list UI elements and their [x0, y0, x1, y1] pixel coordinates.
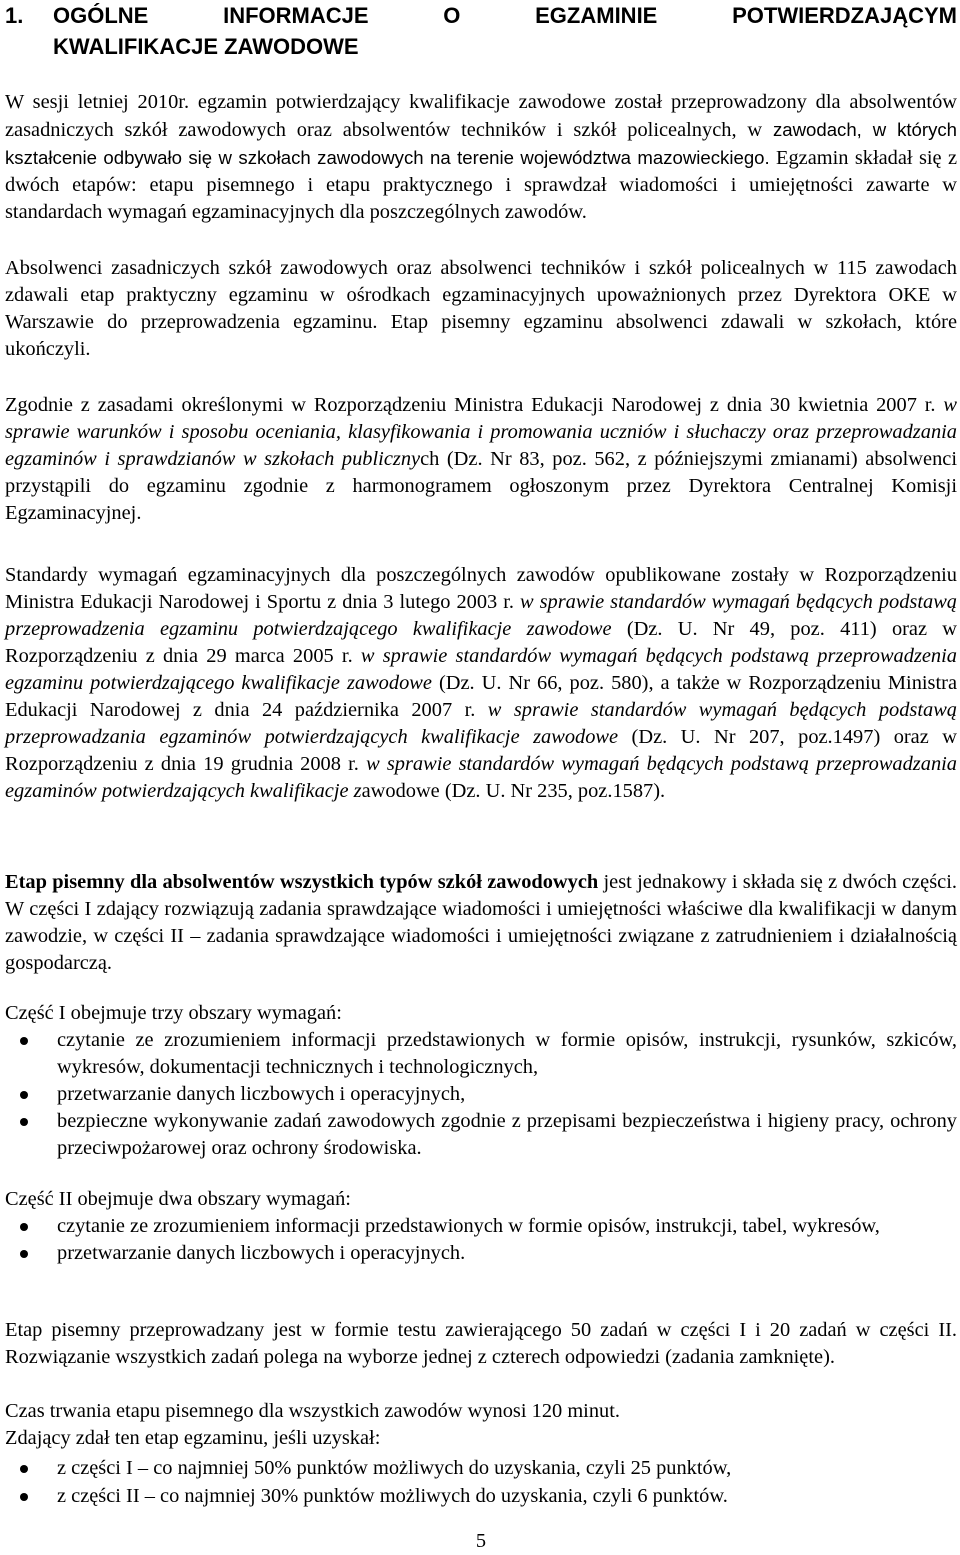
list-item-text: przetwarzanie danych liczbowych i operacyjnych,	[57, 1083, 466, 1105]
heading-number: 1.	[5, 3, 24, 28]
zgodnie-text-a: Zgodnie z zasadami określonymi w Rozporządzeniu Ministra Edukacji Narodowej z dnia 30 kwietnia 2007 r.	[5, 394, 944, 416]
list-item-text: bezpieczne wykonywanie zadań zawodowych zgodnie z przepisami bezpieczeństwa i higieny pracy, ochrony przeciwpożarowej oraz ochrony środowiska.	[57, 1110, 957, 1159]
etap-paragraph	[5, 869, 957, 977]
zgodnie-text-c: ch (Dz. Nr 83, poz. 562, z późniejszymi zmianami) absolwenci przystąpili do egzaminu zgodnie z harmonogramem ogłoszonym przez Dyrektora Centralnej Komisji Egzaminacyjnej.	[5, 448, 957, 524]
czesc2-list	[5, 1213, 957, 1267]
heading-line-2: KWALIFIKACJE ZAWODOWE	[53, 34, 359, 59]
list-item-text: czytanie ze zrozumieniem informacji przedstawionych w formie opisów, instrukcji, rysunków, szkiców, wykresów, dokumentacji technicznych i technologicznych,	[57, 1029, 957, 1078]
zgodnie-text-italic: w sprawie warunków i sposobu oceniania, klasyfikowania i promowania uczniów i słuchaczy oraz przeprowadzania egzaminów i sprawdzianów w szkołach publiczny	[5, 394, 957, 470]
list-item	[5, 1027, 957, 1081]
standardy-c: (Dz. U. Nr 49, poz. 411) oraz w Rozporządzeniu z dnia 29 marca 2005 r.	[5, 618, 957, 667]
absolwenci-paragraph: Absolwenci zasadniczych szkół zawodowych oraz absolwenci techników i szkół policealnych w 115 zawodach zdawali etap praktyczny egzaminu w ośrodkach egzaminacyjnych upoważnionych przez Dyrektora OKE w Warszawie do przeprowadzenia egzaminu. Etap pisemny egzaminu absolwenci zdawali w szkołach, które ukończyli.	[5, 257, 957, 360]
intro-text-rest: Egzamin składał się z dwóch etapów: etapu pisemnego i etapu praktycznego i sprawdzał wiadomości i umiejętności zawarte w standardach wymagań egzaminacyjnych dla poszczególnych zawodów.	[5, 147, 957, 223]
bullet-icon	[20, 1250, 28, 1258]
intro-text-serif: W sesji letniej 2010r. egzamin potwierdzający kwalifikacje zawodowe został przeprowadzony dla absolwentów zasadniczych szkół zawodowych oraz absolwentów techników i szkół policealnych, w	[5, 91, 957, 141]
standardy-e: (Dz. U. Nr 66, poz. 580), a także w Rozporządzeniu Ministra Edukacji Narodowej z dnia 24 października 2007 r.	[5, 672, 957, 721]
page-number: 5	[475, 1530, 487, 1552]
bullet-icon	[20, 1118, 28, 1126]
czesc2-intro: Część II obejmuje dwa obszary wymagań:	[5, 1188, 351, 1210]
bullet-icon	[20, 1037, 28, 1045]
standardy-h: w sprawie standardów wymagań będących podstawą przeprowadzania egzaminów potwierdzających kwalifikacje z	[5, 753, 957, 802]
standardy-d: w sprawie standardów wymagań będących podstawą przeprowadzenia egzaminu potwierdzającego kwalifikacje zawodowe	[5, 645, 957, 694]
czesc1-intro: Część I obejmuje trzy obszary wymagań:	[5, 1002, 342, 1024]
standardy-a: Standardy wymagań egzaminacyjnych dla poszczególnych zawodów opublikowane zostały w Rozporządzeniu Ministra Edukacji Narodowej i Sportu z dnia 3 lutego 2003 r.	[5, 564, 957, 613]
intro-text-sans: zawodach, w których kształcenie odbywało się w szkołach zawodowych na terenie województwa mazowieckiego.	[5, 119, 957, 168]
etap-bold: Etap pisemny dla absolwentów wszystkich typów szkół zawodowych	[5, 871, 599, 893]
list-item	[5, 1213, 957, 1240]
list-item-text: przetwarzanie danych liczbowych i operacyjnych.	[57, 1242, 466, 1264]
bullet-icon	[20, 1223, 28, 1231]
bullet-icon	[20, 1465, 28, 1473]
list-item-text: z części II – co najmniej 30% punktów możliwych do uzyskania, czyli 6 punktów.	[57, 1485, 728, 1507]
list-item	[5, 1081, 957, 1108]
bullet-icon	[20, 1493, 28, 1501]
standardy-b: w sprawie standardów wymagań będących podstawą przeprowadzenia egzaminu potwierdzającego kwalifikacje zawodowe	[5, 591, 957, 640]
list-item	[5, 1455, 957, 1482]
czesc1-list	[5, 1027, 957, 1162]
czas-paragraph: Czas trwania etapu pisemnego dla wszystkich zawodów wynosi 120 minut.	[5, 1400, 620, 1422]
list-item	[5, 1108, 957, 1162]
standardy-paragraph	[5, 562, 957, 805]
intro-paragraph	[5, 89, 957, 226]
list-item-text: z części I – co najmniej 50% punktów możliwych do uzyskania, czyli 25 punktów,	[57, 1457, 732, 1479]
heading-line-1: OGÓLNE INFORMACJE O EGZAMINIE POTWIERDZAJĄCYM	[53, 3, 957, 28]
zgodnie-paragraph	[5, 392, 957, 527]
etap-rest: jest jednakowy i składa się z dwóch części. W części I zdający rozwiązują zadania sprawdzające wiadomości i umiejętności właściwe dla kwalifikacji w danym zawodzie, w części II – zadania sprawdzające wiadomości i umiejętności związane z zatrudnieniem i działalnością gospodarczą.	[5, 871, 957, 974]
list-item	[5, 1483, 957, 1510]
standardy-g: (Dz. U. Nr 207, poz.1497) oraz w Rozporządzeniu z dnia 19 grudnia 2008 r.	[5, 726, 957, 775]
standardy-i: awodowe (Dz. U. Nr 235, poz.1587).	[361, 780, 666, 802]
test-paragraph: Etap pisemny przeprowadzany jest w formie testu zawierającego 50 zadań w części I i 20 zadań w części II. Rozwiązanie wszystkich zadań polega na wyborze jednej z czterech odpowiedzi (zadania zamknięte).	[5, 1319, 957, 1368]
standardy-f: w sprawie standardów wymagań będących podstawą przeprowadzania egzaminów potwierdzających kwalifikacje zawodowe	[5, 699, 957, 748]
zdal-list	[5, 1455, 957, 1510]
list-item-text: czytanie ze zrozumieniem informacji przedstawionych w formie opisów, instrukcji, tabel, wykresów,	[57, 1215, 880, 1237]
bullet-icon	[20, 1091, 28, 1099]
list-item	[5, 1240, 957, 1267]
zdal-intro: Zdający zdał ten etap egzaminu, jeśli uzyskał:	[5, 1427, 381, 1449]
